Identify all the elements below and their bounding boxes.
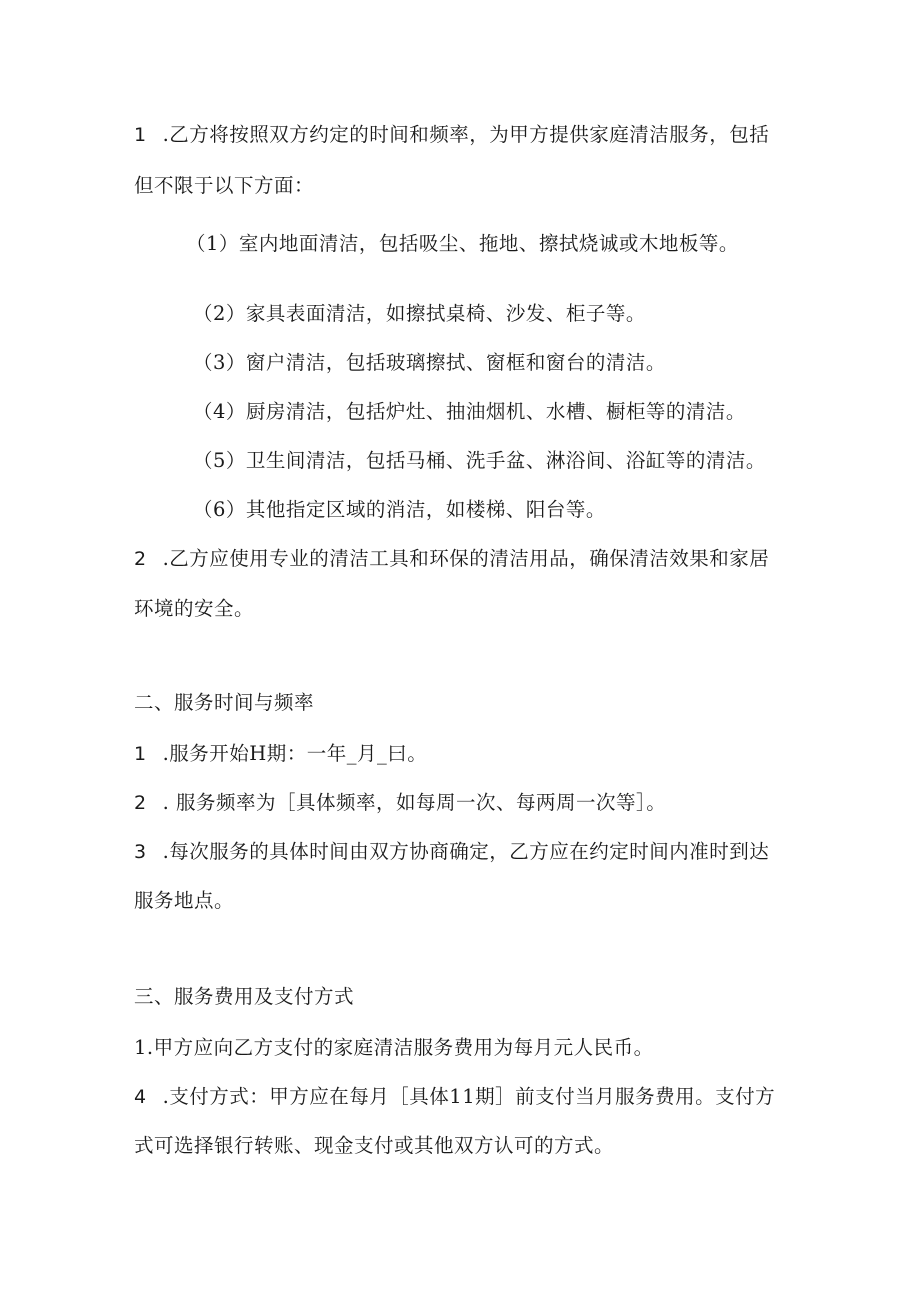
clause-2-line-1 bbox=[134, 546, 769, 572]
section-2-item-3-line-2: 服务地点。 bbox=[134, 889, 235, 912]
section-3-item-4-line-2: 式可选择银行转账、现金支付或其他双方认可的方式。 bbox=[134, 1134, 615, 1157]
clause-text: .乙方应使用专业的清洁工具和环保的清洁用品，确保清洁效果和家居 bbox=[162, 547, 770, 570]
section-2-item-2 bbox=[134, 790, 666, 816]
section-2-heading: 二、服务时间与频率 bbox=[134, 691, 315, 714]
clause-2-line-2: 环境的安全。 bbox=[134, 597, 255, 620]
clause-1-line-1 bbox=[134, 122, 769, 148]
clause-number: 2 bbox=[134, 548, 147, 570]
clause-number: 1 bbox=[134, 124, 147, 146]
section-3-item-4-line-1 bbox=[134, 1084, 775, 1110]
section-2-item-1 bbox=[134, 741, 427, 767]
section-3-heading: 三、服务费用及支付方式 bbox=[134, 985, 355, 1008]
clause-text: .支付方式：甲方应在每月［具体11期］前支付当月服务费用。支付方 bbox=[162, 1085, 776, 1108]
clause-number: 2 bbox=[134, 792, 147, 814]
subitem-4: （4）厨房清洁，包括炉灶、抽油烟机、水槽、橱柜等的清洁。 bbox=[193, 400, 746, 423]
clause-number: 4 bbox=[134, 1086, 147, 1108]
clause-text: .每次服务的具体时间由双方协商确定，乙方应在约定时间内准时到达 bbox=[162, 840, 770, 863]
clause-number: 1 bbox=[134, 743, 147, 765]
clause-text: .服务开始H期：一年_月_曰。 bbox=[162, 742, 428, 765]
clause-number: 3 bbox=[134, 841, 147, 863]
clause-text: .乙方将按照双方约定的时间和频率，为甲方提供家庭清洁服务，包括 bbox=[162, 123, 770, 146]
clause-1-line-2: 但不限于以下方面： bbox=[134, 174, 315, 197]
section-2-item-3-line-1 bbox=[134, 839, 769, 865]
subitem-6: （6）其他指定区域的消洁，如楼梯、阳台等。 bbox=[193, 498, 606, 521]
subitem-3: （3）窗户清洁，包括玻璃擦拭、窗框和窗台的清洁。 bbox=[193, 351, 666, 374]
clause-text: . 服务频率为［具体频率，如每周一次、每两周一次等］。 bbox=[162, 791, 667, 814]
subitem-2: （2）家具表面清洁，如擦拭桌椅、沙发、柜子等。 bbox=[193, 302, 646, 325]
subitem-5: （5）卫生间清洁，包括马桶、洗手盆、淋浴间、浴缸等的清洁。 bbox=[193, 449, 766, 472]
section-3-item-1: 1.甲方应向乙方支付的家庭清洁服务费用为每月元人民币。 bbox=[134, 1036, 654, 1059]
subitem-1: （1）室内地面清洁，包括吸尘、拖地、擦拭烧诚或木地板等。 bbox=[186, 232, 739, 255]
